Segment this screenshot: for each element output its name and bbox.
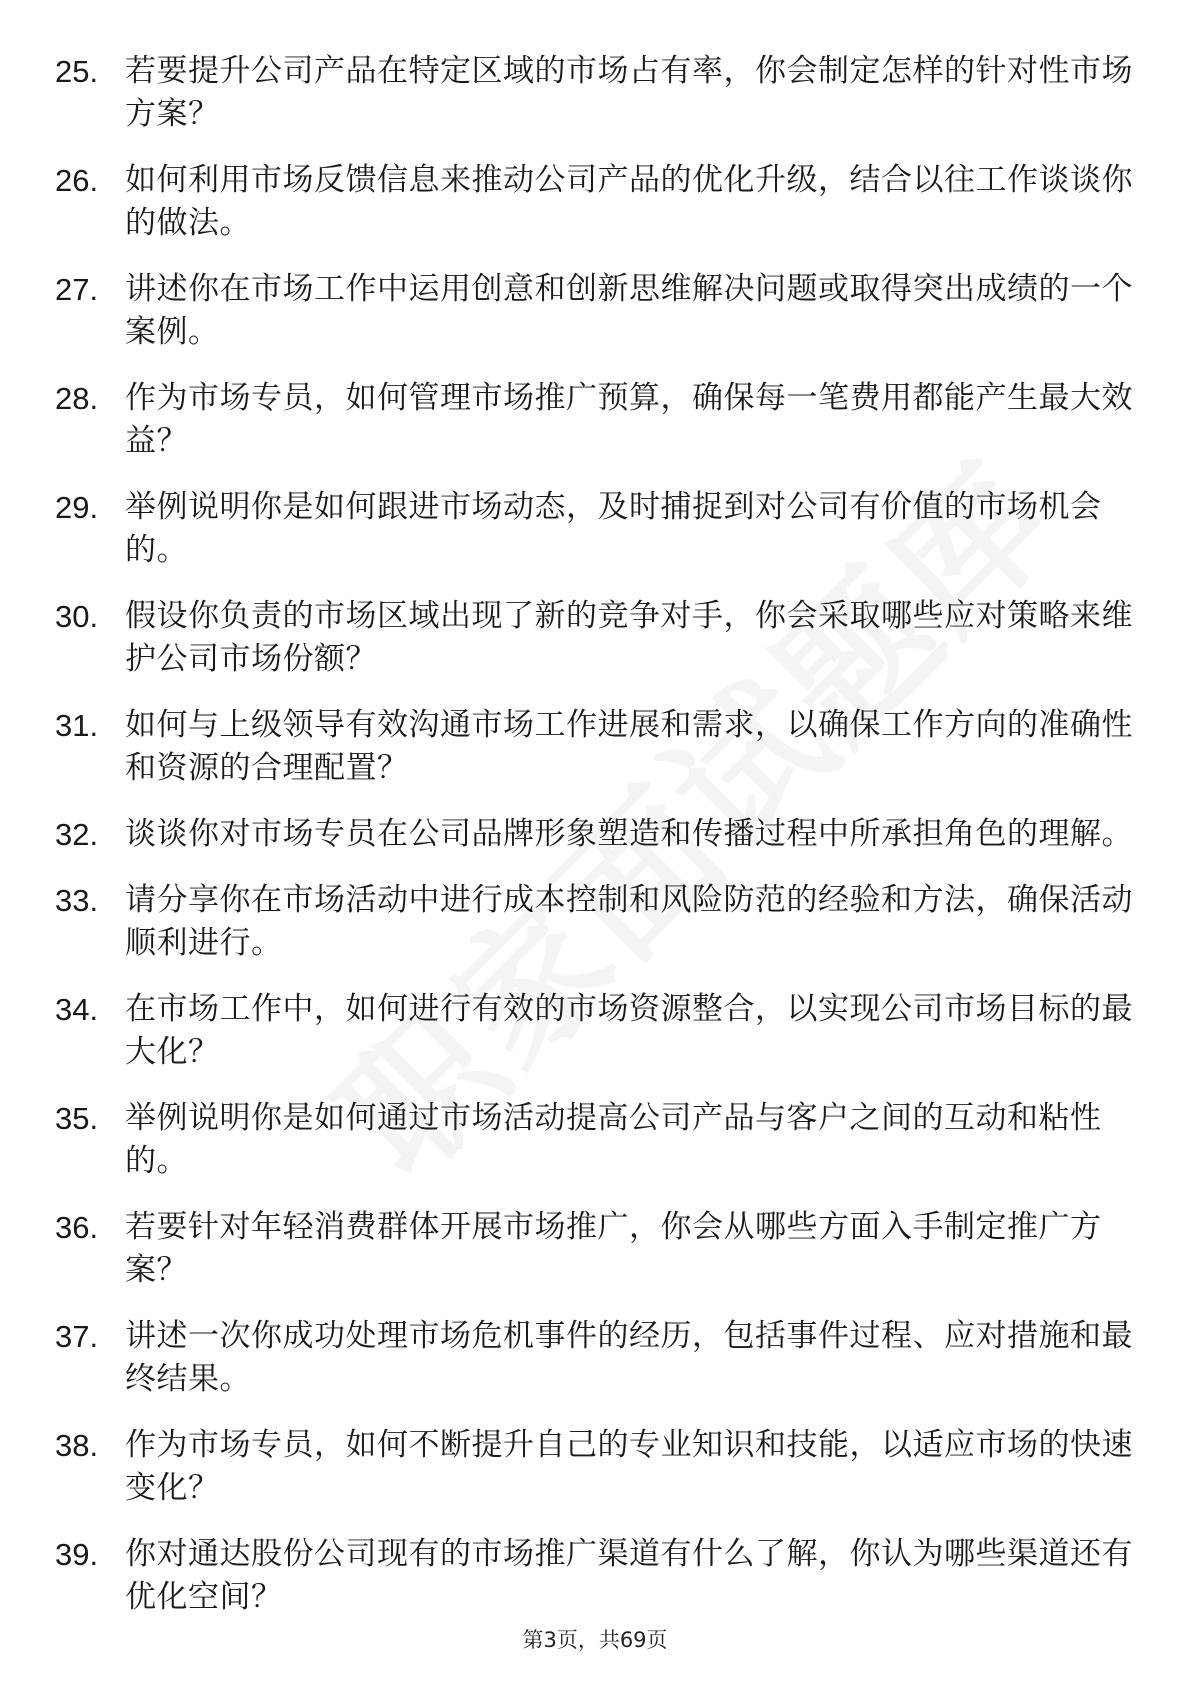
question-item (55, 50, 1135, 136)
question-text: 假设你负责的市场区域出现了新的竞争对手，你会采取哪些应对策略来维护公司市场份额？ (125, 598, 1133, 677)
question-number: 32. (55, 817, 99, 852)
question-item (55, 595, 1135, 681)
question-item (55, 159, 1135, 245)
question-number: 26. (55, 163, 99, 198)
question-item (55, 988, 1135, 1074)
question-number: 37. (55, 1319, 99, 1354)
question-number: 28. (55, 381, 99, 416)
question-number: 25. (55, 54, 99, 89)
question-item (55, 813, 1135, 856)
question-number: 33. (55, 883, 99, 918)
question-text: 在市场工作中，如何进行有效的市场资源整合，以实现公司市场目标的最大化？ (125, 991, 1133, 1070)
question-item (55, 377, 1135, 463)
question-number: 35. (55, 1101, 99, 1136)
question-text: 请分享你在市场活动中进行成本控制和风险防范的经验和方法，确保活动顺利进行。 (125, 882, 1133, 961)
question-number: 36. (55, 1210, 99, 1245)
question-text: 如何利用市场反馈信息来推动公司产品的优化升级，结合以往工作谈谈你的做法。 (125, 162, 1133, 241)
question-item (55, 1533, 1135, 1619)
question-item (55, 1206, 1135, 1292)
question-item (55, 1315, 1135, 1401)
page-number-label: 第3页，共69页 (522, 1628, 668, 1652)
question-text: 举例说明你是如何通过市场活动提高公司产品与客户之间的互动和粘性的。 (125, 1100, 1102, 1179)
question-text: 谈谈你对市场专员在公司品牌形象塑造和传播过程中所承担角色的理解。 (125, 816, 1133, 852)
question-number: 34. (55, 992, 99, 1027)
question-number: 29. (55, 490, 99, 525)
question-list (55, 50, 1135, 1642)
question-item (55, 879, 1135, 965)
question-text: 讲述你在市场工作中运用创意和创新思维解决问题或取得突出成绩的一个案例。 (125, 271, 1133, 350)
question-text: 若要提升公司产品在特定区域的市场占有率，你会制定怎样的针对性市场方案？ (125, 53, 1133, 132)
page-footer (0, 1624, 1190, 1654)
question-number: 39. (55, 1537, 99, 1572)
question-number: 27. (55, 272, 99, 307)
question-text: 举例说明你是如何跟进市场动态，及时捕捉到对公司有价值的市场机会的。 (125, 489, 1102, 568)
question-text: 你对通达股份公司现有的市场推广渠道有什么了解，你认为哪些渠道还有优化空间？ (125, 1536, 1133, 1615)
question-item (55, 486, 1135, 572)
question-text: 如何与上级领导有效沟通市场工作进展和需求，以确保工作方向的准确性和资源的合理配置？ (125, 707, 1133, 786)
question-text: 若要针对年轻消费群体开展市场推广，你会从哪些方面入手制定推广方案？ (125, 1209, 1102, 1288)
question-text: 作为市场专员，如何管理市场推广预算，确保每一笔费用都能产生最大效益？ (125, 380, 1133, 459)
question-item (55, 268, 1135, 354)
question-item (55, 1097, 1135, 1183)
question-item (55, 1424, 1135, 1510)
question-number: 30. (55, 599, 99, 634)
question-number: 31. (55, 708, 99, 743)
question-text: 作为市场专员，如何不断提升自己的专业知识和技能，以适应市场的快速变化？ (125, 1427, 1133, 1506)
question-text: 讲述一次你成功处理市场危机事件的经历，包括事件过程、应对措施和最终结果。 (125, 1318, 1133, 1397)
question-number: 38. (55, 1428, 99, 1463)
question-item (55, 704, 1135, 790)
